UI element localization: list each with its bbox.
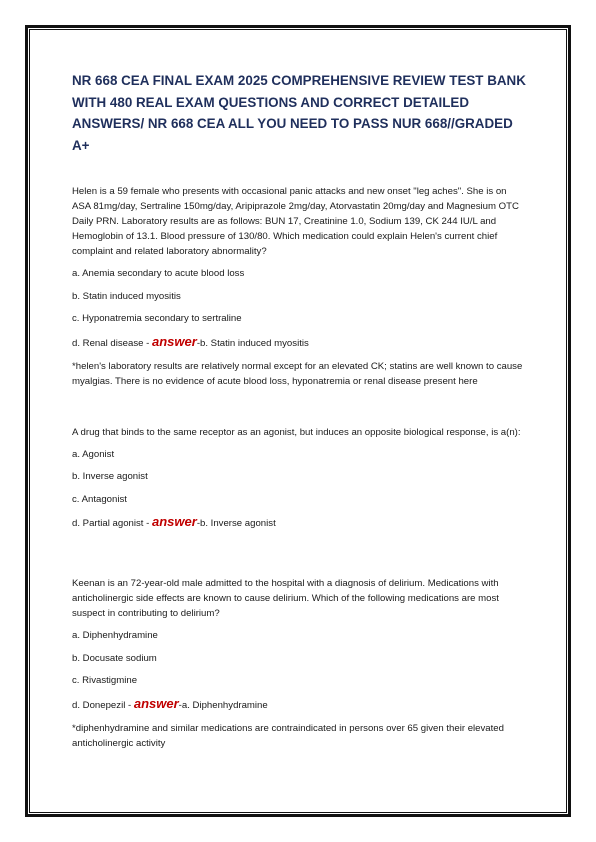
spacer <box>72 389 527 425</box>
option-d: d. Partial agonist - <box>72 518 152 529</box>
option-c: c. Hyponatremia secondary to sertraline <box>72 313 242 324</box>
option-a: a. Agonist <box>72 448 115 460</box>
spacer <box>72 539 527 576</box>
option-d: d. Renal disease - <box>72 337 152 349</box>
option-b: b. Statin induced myositis <box>72 290 181 302</box>
document-content <box>72 70 527 751</box>
question-stem: Keenan is an 72-year-old male admitted to the hospital with a diagnosis of delirium. Medications with anticholinergic side effects are known to cause delirium. Which of the following medications are most suspect in contributing to delirium? <box>72 578 499 619</box>
answer-explanation: *helen's laboratory results are relatively normal except for an elevated CK; statins are well known to cause myalgias. There is no evidence of acute blood loss, hyponatremia or renal disease present here <box>72 360 523 387</box>
answer-text: -a. Diphenhydramine <box>178 699 268 711</box>
question-block <box>72 425 527 532</box>
question-block <box>72 576 527 751</box>
option-d-with-answer <box>72 334 527 351</box>
option-a: a. Diphenhydramine <box>72 630 158 641</box>
answer-text: -b. Inverse agonist <box>196 518 276 529</box>
question-stem: Helen is a 59 female who presents with occasional panic attacks and new onset "leg aches". She is on ASA 81mg/day, Sertraline 150mg/day, Aripiprazole 2mg/day, Atorvastatin 20mg/day and Magnesium OTC Daily PRN. Laboratory results are as follows: BUN 17, Creatinine 1.0, Sodium 139, CK 244 IU/L and Hemoglobin of 13.1. Blood pressure of 130/80. Which medication could explain Helen's current chief complaint and related laboratory abnormality? <box>72 186 519 257</box>
document-title: NR 668 CEA FINAL EXAM 2025 COMPREHENSIVE REVIEW TEST BANK WITH 480 REAL EXAM QUESTIONS AND CORRECT DETAILED ANSWERS/ NR 668 CEA ALL YOU NEED TO PASS NUR 668//GRADED A+ <box>72 73 526 153</box>
option-c: c. Rivastigmine <box>72 675 138 686</box>
question-block <box>72 184 527 389</box>
answer-text: -b. Statin induced myositis <box>196 337 309 349</box>
option-d: d. Donepezil - <box>72 699 134 711</box>
option-d-with-answer <box>72 514 527 531</box>
answer-label: answer <box>152 333 197 349</box>
option-b: b. Inverse agonist <box>72 471 148 482</box>
option-a: a. Anemia secondary to acute blood loss <box>72 268 245 279</box>
option-c: c. Antagonist <box>72 493 127 505</box>
answer-label: answer <box>133 695 179 711</box>
option-d-with-answer <box>72 696 527 713</box>
answer-explanation: *diphenhydramine and similar medications are contraindicated in persons over 65 given their elevated anticholinergic activity <box>72 722 504 749</box>
question-stem: A drug that binds to the same receptor as an agonist, but induces an opposite biological response, is a(n): <box>72 426 521 438</box>
answer-label: answer <box>152 514 197 529</box>
option-b: b. Docusate sodium <box>72 652 157 664</box>
